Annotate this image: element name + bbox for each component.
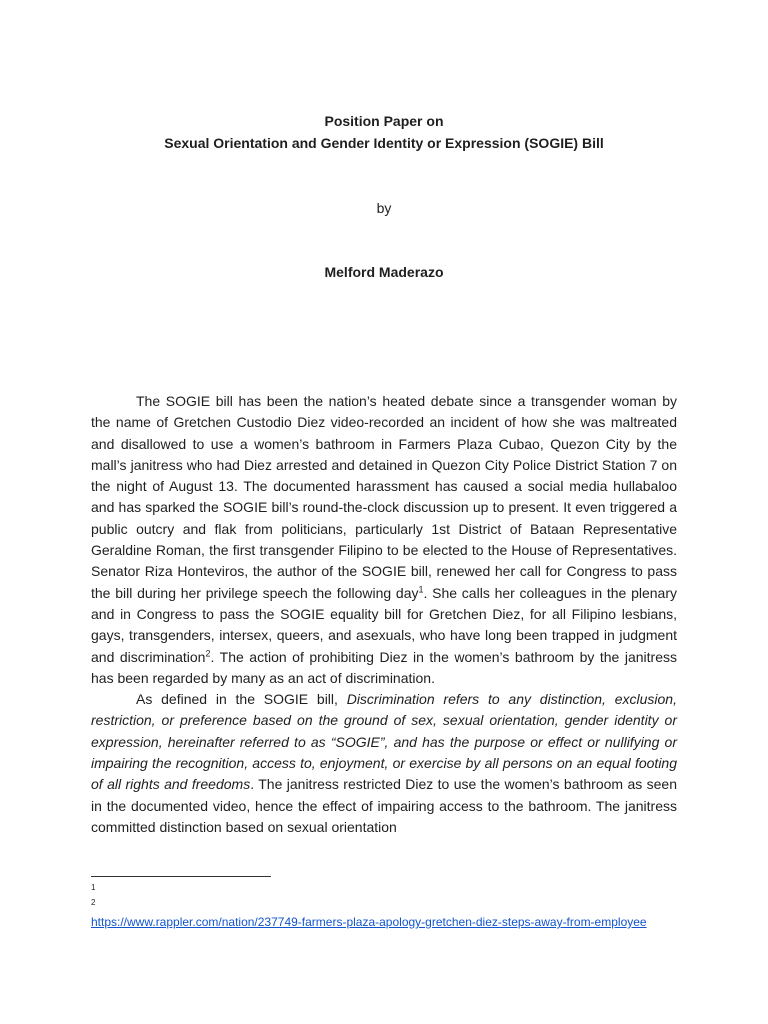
title-line-1: Position Paper on bbox=[324, 113, 444, 129]
author-name: Melford Maderazo bbox=[324, 264, 444, 280]
footnote-ref-1[interactable]: 1 bbox=[418, 584, 424, 595]
body-text bbox=[91, 391, 677, 838]
paragraph-1 bbox=[91, 391, 677, 689]
discrimination-definition: Discrimination refers to any distinction, exclusion, restriction, or preference based on the ground of sex, sexual orientation, gender identity or expression, hereinafter referred to as “SOGIE”, and has the purpose or effect or nullifying or impairing the recognition, access to, enjoyment, or exercise by all persons on an equal footing of all rights and freedoms bbox=[91, 691, 677, 793]
paragraph-2-text-b: . The janitress restricted Diez to use the women’s bathroom as seen in the documented video, hence the effect of impairing access to the bathroom. The janitress committed distinction based on sexual orientation bbox=[91, 776, 677, 835]
footnote-2-number: 2 bbox=[91, 898, 96, 907]
paragraph-1-text-c: . The action of prohibiting Diez in the women’s bathroom by the janitress has been regarded by many as an act of discrimination. bbox=[91, 648, 677, 686]
paragraph-2-text-a: As defined in the SOGIE bill, bbox=[136, 691, 347, 708]
footnote-2-link[interactable]: https://www.rappler.com/nation/237749-farmers-plaza-apology-gretchen-diez-steps-away-from-employee bbox=[91, 915, 647, 929]
footnote-1-number: 1 bbox=[91, 883, 96, 892]
title-line-2: Sexual Orientation and Gender Identity or Expression (SOGIE) Bill bbox=[164, 135, 604, 151]
paragraph-2 bbox=[91, 689, 677, 838]
byline: by bbox=[376, 200, 392, 216]
paragraph-1-text-a: The SOGIE bill has been the nation’s heated debate since a transgender woman by the name of Gretchen Custodio Diez video-recorded an incident of how she was maltreated and disallowed to use a women’s bathroom in Farmers Plaza Cubao, Quezon City by the mall’s janitress who had Diez arrested and detained in Quezon City Police District Station 7 on the night of August 13. The documented harassment has caused a social media hullabaloo and has sparked the SOGIE bill’s round-the-clock discussion up to present. It even triggered a public outcry and flak from politicians, particularly 1st District of Bataan Representative Geraldine Roman, the first transgender Filipino to be elected to the House of Representatives. Senator Riza Honteviros, the author of the SOGIE bill, renewed her call for Congress to pass the bill during her privilege speech the following day bbox=[91, 393, 677, 601]
footnote-divider bbox=[91, 876, 271, 877]
paragraph-1-text-b: . She calls her colleagues in the plenary and in Congress to pass the SOGIE equality bill for Gretchen Diez, for all Filipino lesbians, gays, transgenders, intersex, queers, and asexuals, who have long been trapped in judgment and discrimination bbox=[91, 584, 677, 665]
footnote-ref-2[interactable]: 2 bbox=[205, 647, 211, 658]
